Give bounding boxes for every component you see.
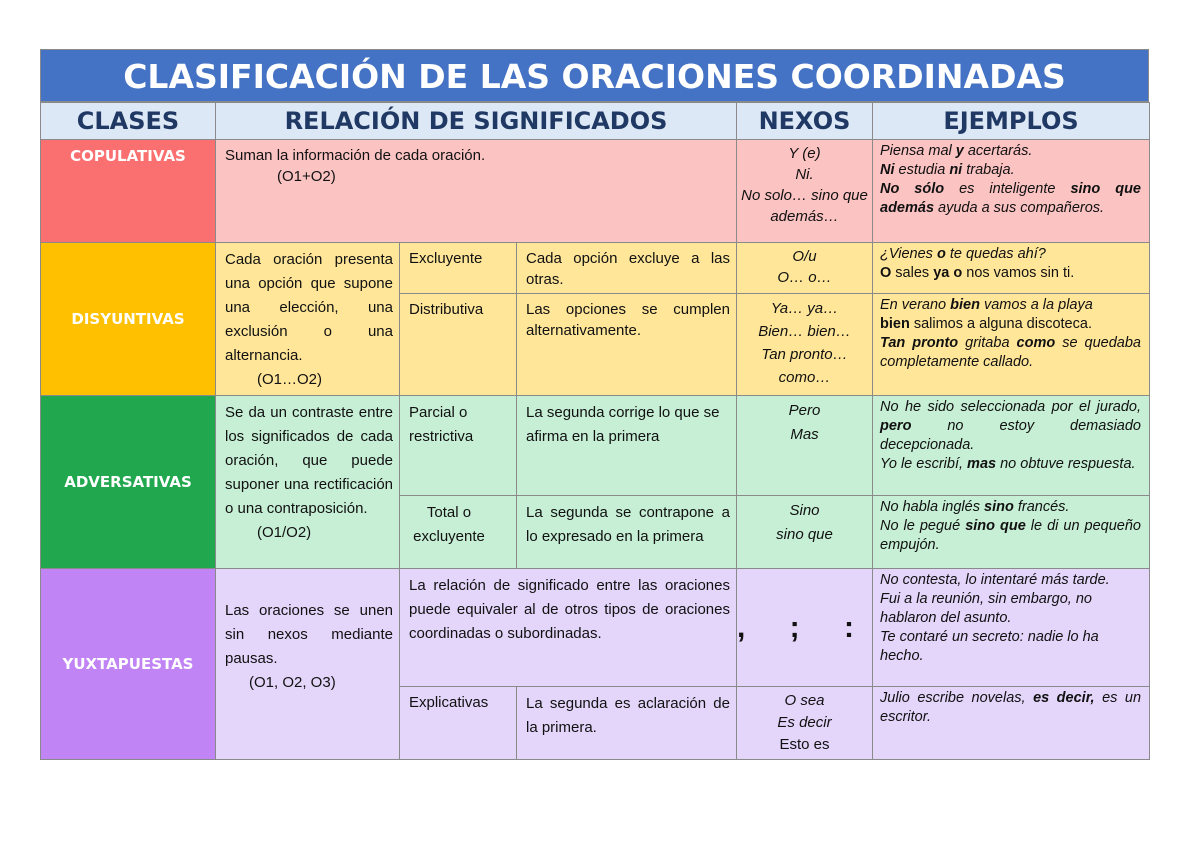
ejemplo: No he sido seleccionada por el jurado, pero no estoy demasiado decepcionada. <box>880 399 1141 453</box>
classification-table <box>40 49 1149 760</box>
desc-explicativas: La segunda es aclaración de la primera. <box>517 687 737 760</box>
nexo: Mas <box>790 426 819 443</box>
main-table <box>40 102 1150 760</box>
nexo: Esto es <box>779 736 830 753</box>
ejemplos-excluyente <box>873 243 1150 294</box>
ejemplo: No le pegué sino que le di un pequeño empujón. <box>880 518 1141 553</box>
tipo-parcial: Parcial o restrictiva <box>400 396 517 496</box>
ejemplo: Ni estudia ni trabaja. <box>880 162 1015 178</box>
nexo: Pero <box>788 402 821 419</box>
nexo: O/u <box>792 248 817 265</box>
relacion-adversativas <box>216 396 400 569</box>
relacion-disyuntivas <box>216 243 400 396</box>
ejemplo: No contesta, lo intentaré más tarde. <box>880 572 1110 588</box>
nexos-explicativas <box>737 687 873 760</box>
nexos-copulativas <box>737 140 873 243</box>
desc-distributiva: Las opciones se cumplen alternativamente. <box>517 294 737 396</box>
nexo: Y (e) <box>788 145 821 162</box>
ejemplos-explicativas <box>873 687 1150 760</box>
ejemplo: No habla inglés sino francés. <box>880 499 1070 515</box>
row-yuxtapuestas-1 <box>41 569 1150 687</box>
desc-yuxtapuestas: La relación de significado entre las oraciones puede equivaler al de otros tipos de oraciones coordinadas o subordinadas. <box>400 569 737 687</box>
nexo: Tan pronto… como… <box>761 346 848 386</box>
ejemplo: Fui a la reunión, sin embargo, no hablaron del asunto. <box>880 591 1092 626</box>
ejemplo: Piensa mal y acertarás. <box>880 143 1033 159</box>
ejemplos-parcial <box>873 396 1150 496</box>
ejemplos-distributiva <box>873 294 1150 396</box>
nexos-distributiva <box>737 294 873 396</box>
tipo-excluyente: Excluyente <box>400 243 517 294</box>
page-title: CLASIFICACIÓN DE LAS ORACIONES COORDINADAS <box>40 49 1149 102</box>
nexo: O sea <box>784 692 825 709</box>
nexo: Bien… bien… <box>758 323 851 340</box>
row-disyuntivas-1 <box>41 243 1150 294</box>
ejemplo: Te contaré un secreto: nadie lo ha hecho. <box>880 629 1099 664</box>
header-nexos: NEXOS <box>737 103 873 140</box>
nexos-yuxtapuestas: , ; : <box>737 569 873 687</box>
nexo: No solo… sino que además… <box>741 187 868 225</box>
desc-parcial: La segunda corrige lo que se afirma en la primera <box>517 396 737 496</box>
relacion-text: Se da un contraste entre los significados de cada oración, que puede suponer una rectificación o una contraposición. <box>225 404 393 517</box>
ejemplo: No sólo es inteligente sino que además ayuda a sus compañeros. <box>880 181 1141 216</box>
ejemplo: Tan pronto gritaba como se quedaba completamente callado. <box>880 335 1141 370</box>
ejemplos-yuxtapuestas <box>873 569 1150 687</box>
tipo-total: Total o excluyente <box>400 496 517 569</box>
formula: (O1/O2) <box>257 524 312 541</box>
tipo-explicativas: Explicativas <box>400 687 517 760</box>
ejemplos-total <box>873 496 1150 569</box>
row-adversativas-1 <box>41 396 1150 496</box>
relacion-copulativas <box>216 140 737 243</box>
ejemplo: ¿Vienes o te quedas ahí? <box>880 246 1046 262</box>
nexo: sino que <box>776 526 833 543</box>
desc-excluyente: Cada opción excluye a las otras. <box>517 243 737 294</box>
nexos-parcial <box>737 396 873 496</box>
nexo: Ya… ya… <box>770 300 839 317</box>
header-clases: CLASES <box>41 103 216 140</box>
ejemplo: Yo le escribí, mas no obtuve respuesta. <box>880 456 1136 472</box>
class-adversativas: ADVERSATIVAS <box>41 396 216 569</box>
header-row <box>41 103 1150 140</box>
nexos-excluyente <box>737 243 873 294</box>
header-ejemplos: EJEMPLOS <box>873 103 1150 140</box>
nexo: Es decir <box>777 714 832 731</box>
nexo: Sino <box>789 502 820 519</box>
nexo: O… o… <box>777 269 832 286</box>
header-relacion: RELACIÓN DE SIGNIFICADOS <box>216 103 737 140</box>
relacion-text: Suman la información de cada oración. <box>225 147 486 164</box>
nexo: Ni. <box>795 166 814 183</box>
ejemplo: bien salimos a alguna discoteca. <box>880 316 1092 332</box>
ejemplo: En verano bien vamos a la playa <box>880 297 1093 313</box>
ejemplos-copulativas <box>873 140 1150 243</box>
nexos-total <box>737 496 873 569</box>
relacion-yuxtapuestas <box>216 569 400 760</box>
relacion-text: Cada oración presenta una opción que supone una elección, una exclusión o una alternancia. <box>225 251 393 364</box>
relacion-text: Las oraciones se unen sin nexos mediante pausas. <box>225 601 393 667</box>
formula: (O1+O2) <box>277 168 336 185</box>
ejemplo: Julio escribe novelas, es decir, es un escritor. <box>880 690 1142 725</box>
class-yuxtapuestas: YUXTAPUESTAS <box>41 569 216 760</box>
tipo-distributiva: Distributiva <box>400 294 517 396</box>
desc-total: La segunda se contrapone a lo expresado en la primera <box>517 496 737 569</box>
class-copulativas: COPULATIVAS <box>41 140 216 243</box>
row-copulativas <box>41 140 1150 243</box>
class-disyuntivas: DISYUNTIVAS <box>41 243 216 396</box>
formula: (O1…O2) <box>257 371 323 388</box>
formula: (O1, O2, O3) <box>249 673 336 691</box>
ejemplo: O sales ya o nos vamos sin ti. <box>880 265 1075 281</box>
